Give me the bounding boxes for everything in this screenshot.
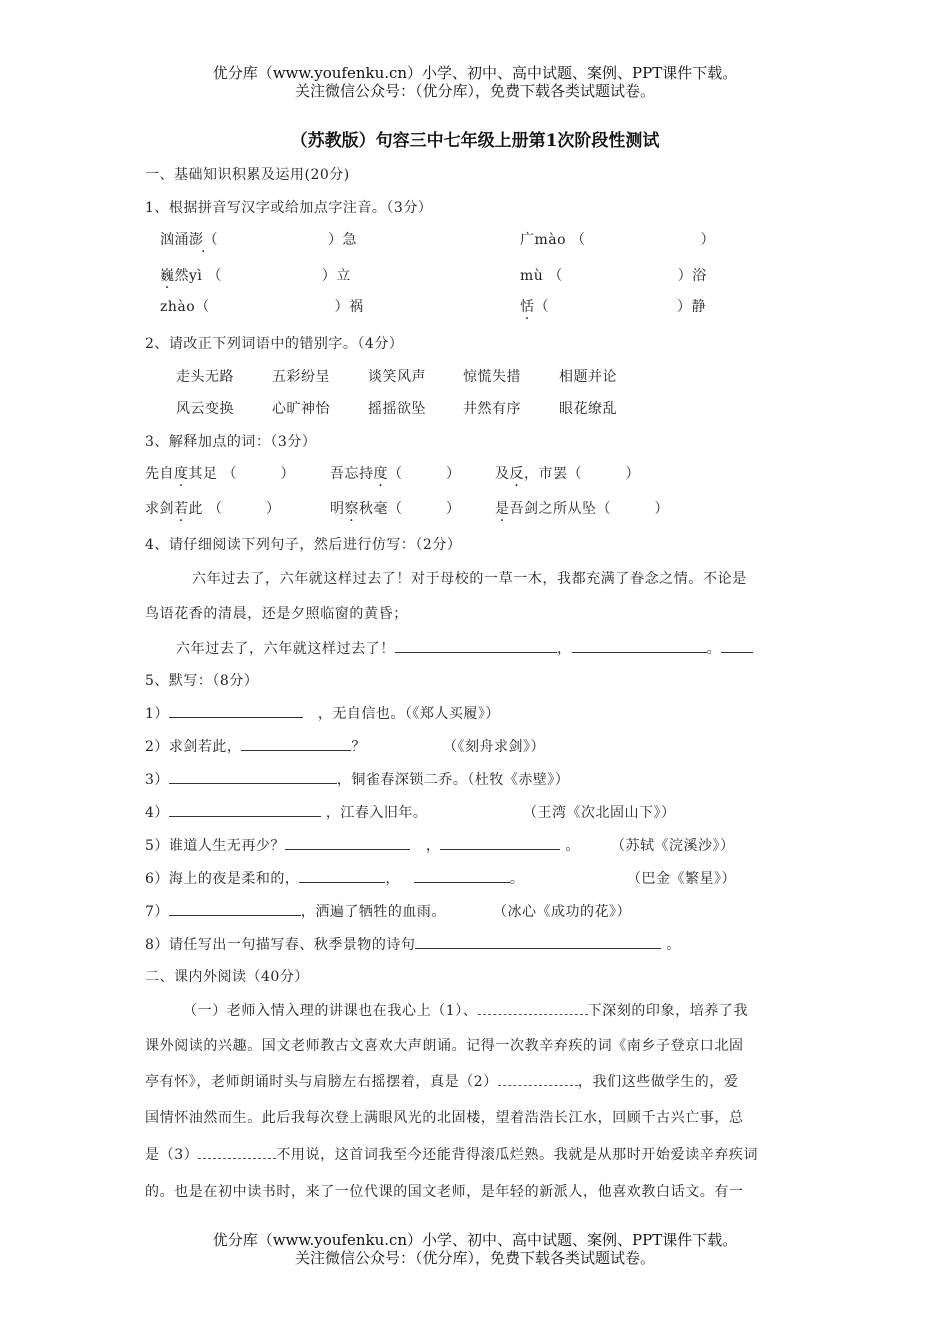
q1-label: 1、根据拼音写汉字或给加点字注音。（3分） [145,200,433,216]
answer-blank[interactable] [169,769,337,784]
q3-item-r2b: 明察秋毫（ ） [330,501,461,517]
answer-blank[interactable] [198,1146,276,1159]
q2-word: 走头无路 [176,369,234,385]
footer-line-1: 优分库（www.youfenku.cn）小学、初中、高中试题、案例、PPT课件下载。 [212,1231,738,1249]
q1-item-b1: 巍然yì （ ）立 [160,268,351,284]
section-1-heading: 一、基础知识积累及运用(20分) [145,167,350,183]
q2-word: 五彩纷呈 [272,369,330,385]
reading-line-4: 国情怀油然而生。此后我每次登上满眼风光的北固楼，望着浩浩长江水，回顾千古兴亡事，总 [145,1110,744,1126]
answer-blank[interactable] [498,1073,578,1086]
header-line-1: 优分库（www.youfenku.cn）小学、初中、高中试题、案例、PPT课件下载。 [212,64,738,82]
reading-line-2: 课外阅读的兴趣。国文老师教古文喜欢大声朗诵。记得一次教辛弃疾的词《南乡子登京口北固 [145,1038,744,1054]
q3-item-r2c: 是吾剑之所从坠（ ） [495,501,669,517]
answer-blank[interactable] [169,703,303,718]
footer-line-2: 关注微信公众号：（优分库），免费下载各类试题试卷。 [294,1249,655,1267]
q4-passage-line-1: 六年过去了，六年就这样过去了！对于母校的一草一木，我都充满了眷念之情。不论是 [192,571,747,587]
q5-item-2: 2）求剑若此， ？ [145,736,366,756]
reading-line-5: 是（3） 不用说，这首词我至今还能背得滚瓜烂熟。我就是从那时开始爱读辛弃疾词 [145,1147,759,1163]
q4-passage-line-2: 鸟语花香的清晨，还是夕照临窗的黄昏； [145,606,408,622]
answer-blank[interactable] [415,934,661,949]
answer-blank[interactable] [478,1002,588,1015]
answer-blank[interactable] [241,736,351,751]
header-line-2: 关注微信公众号：（优分库），免费下载各类试题试卷。 [294,82,655,100]
q4-label: 4、请仔细阅读下列句子，然后进行仿写：（2分） [145,537,462,553]
q2-word: 摇摇欲坠 [368,401,426,417]
q2-word: 风云变换 [176,401,234,417]
q2-word: 心旷神怡 [272,401,330,417]
q4-imitation-line: 六年过去了，六年就这样过去了！ ， 。 [176,638,753,658]
answer-blank[interactable] [572,638,707,653]
q5-item-6-source: （巴金《繁星》） [627,871,736,887]
q2-word: 惊慌失措 [463,369,521,385]
q5-item-5: 5）谁道人生无再少？ ， 。 [145,835,580,855]
q1-item-c1: zhào（ ）祸 [160,299,364,315]
answer-blank[interactable] [169,901,301,916]
q5-item-8: 8）请任写出一句描写春、秋季景物的诗句 。 [145,934,681,954]
answer-blank[interactable] [395,638,557,653]
q5-item-7: 7） ，洒遍了牺牲的血雨。 [145,901,446,921]
q1-item-a2: 广mào （ ） [520,232,716,248]
q5-label: 5、默写：（8分） [145,673,259,689]
reading-line-3: 亭有怀》，老师朗诵时头与肩膀左右摇摆着，真是（2） ，我们这些做学生的，爱 [145,1074,739,1090]
q3-item-r1c: 及反，市罢（ ） [495,466,640,482]
q5-item-2-source: （《刻舟求剑》） [443,739,545,755]
q1-item-b2: mù （ ）浴 [520,268,707,284]
q5-item-7-source: （冰心《成功的花》） [493,904,631,920]
q5-item-5-source: （苏轼《浣溪沙》） [611,838,735,854]
q5-item-6: 6）海上的夜是柔和的， ， 。 [145,868,524,888]
q1-item-a1: 汹涌澎（ ）急 [160,232,357,248]
answer-blank[interactable] [299,868,385,883]
reading-line-6: 的。也是在初中读书时，来了一位代课的国文老师，是年轻的新派人，他喜欢教白话文。有一 [145,1184,744,1200]
section-2-heading: 二、课内外阅读（40分） [145,969,309,985]
q2-word: 谈笑风声 [368,369,426,385]
reading-line-1: （一）老师入情入理的讲课也在我心上（1）、 下深刻的印象，培养了我 [183,1003,749,1019]
answer-blank[interactable] [285,835,410,850]
q5-item-4-source: （王湾《次北固山下》） [523,805,676,821]
q2-word: 眼花缭乱 [559,401,617,417]
page-title: （苏教版）句容三中七年级上册第1次阶段性测试 [290,131,660,151]
answer-blank[interactable] [414,868,510,883]
q2-word: 井然有序 [463,401,521,417]
q2-word: 相题并论 [559,369,617,385]
answer-blank[interactable] [440,835,560,850]
answer-blank[interactable] [721,638,753,653]
q3-label: 3、解释加点的词：（3分） [145,434,317,450]
q5-item-1: 1） ，无自信也。（《郑人买履》） [145,703,500,723]
q5-item-4: 4） ，江春入旧年。 [145,802,427,822]
q1-item-c2: 恬（ ）静 [520,299,706,315]
answer-blank[interactable] [169,802,321,817]
q2-label: 2、请改正下列词语中的错别字。（4分） [145,336,404,352]
q3-item-r1b: 吾忘持度（ ） [330,466,461,482]
q3-item-r1a: 先自度其足 （ ） [145,466,295,482]
q5-item-3: 3） ，铜雀春深锁二乔。（杜牧《赤壁》） [145,769,569,789]
q3-item-r2a: 求剑若此 （ ） [145,501,281,517]
